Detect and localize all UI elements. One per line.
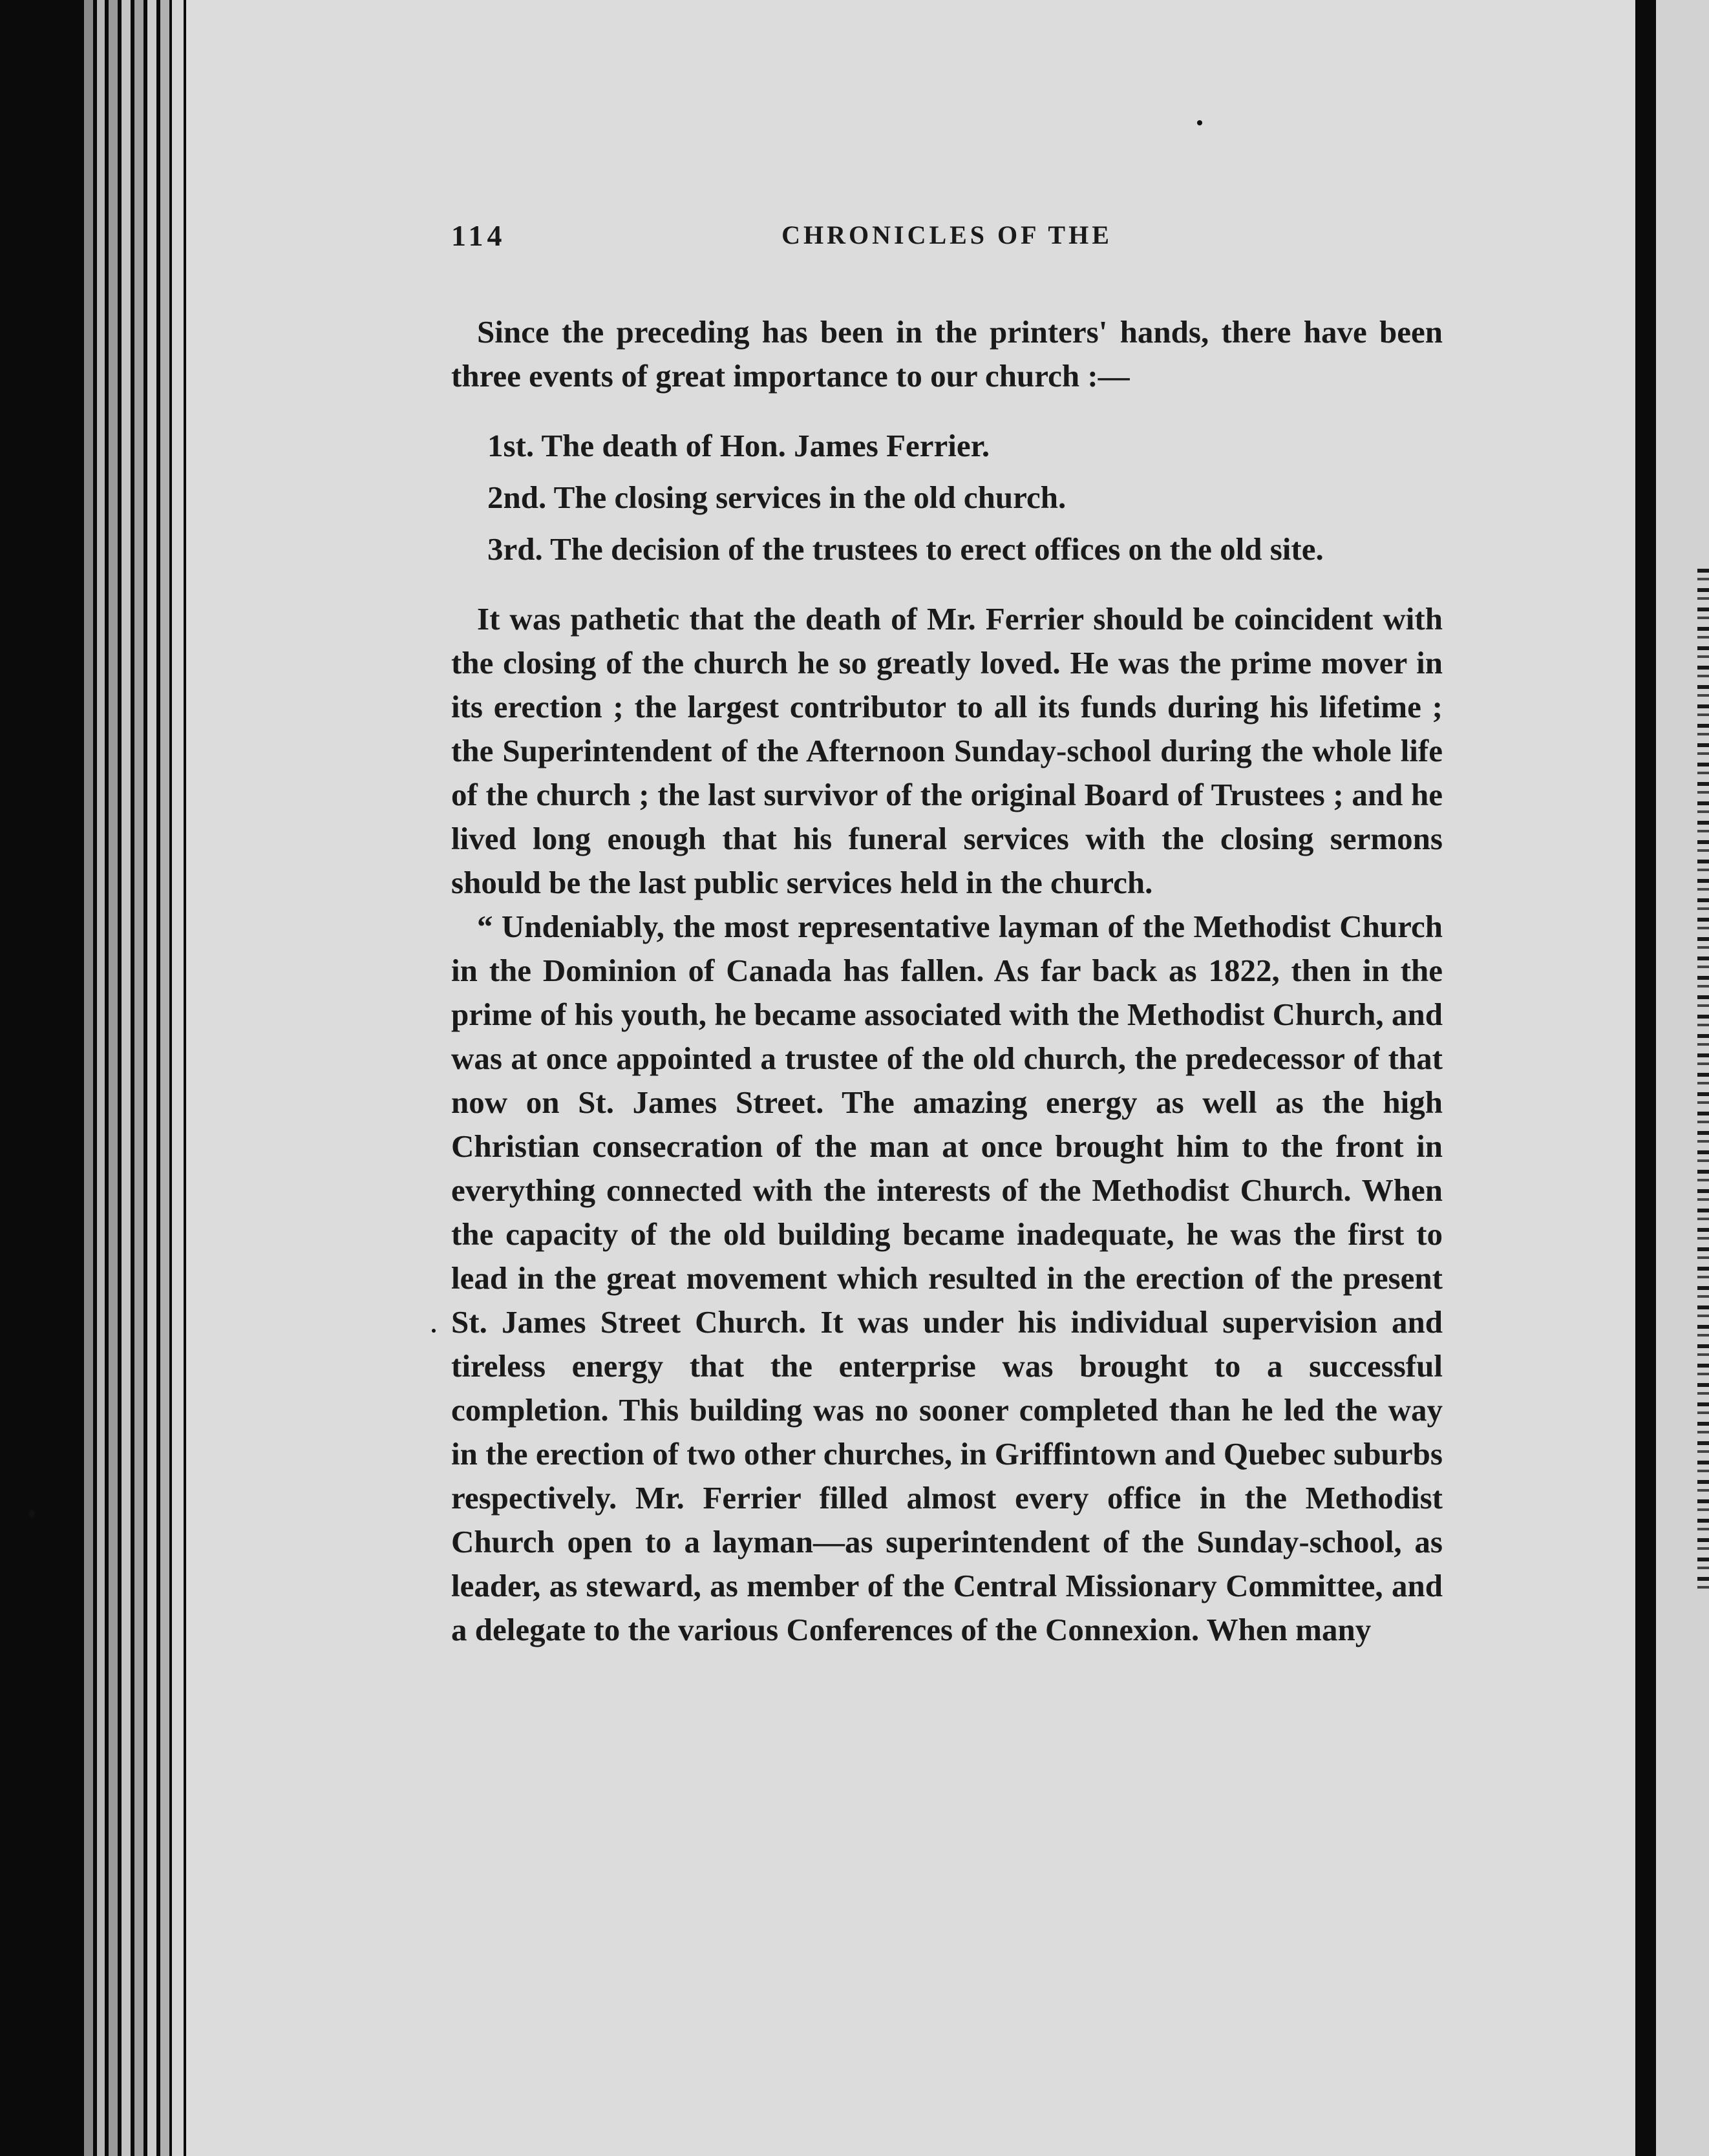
quotation-paragraph: “ Undeniably, the most representative layman of the Methodist Church in the Dominion of Canada has fallen. As far back as 1822, then in the prime of his youth, he became associated with the Methodist Church, and was at once appointed a trustee of the old church, the predecessor of that now on St. James Street. The amazing energy as well as the high Christian consecration of the man at once brought him to the front in everything connected with the interests of the Methodist Church. When the capacity of the old building became inadequate, he was the first to lead in the great movement which resulted in the erection of the present St. James Street Church. It was under his individual supervision and tireless energy that the enterprise was brought to a successful completion. This building was no sooner completed than he led the way in the erection of two other churches, in Griffintown and Quebec suburbs respectively. Mr. Ferrier filled almost every office in the Methodist Church open to a layman—as superintendent of the Sunday-school, as leader, as steward, as member of the Central Missionary Committee, and a delegate to the various Conferences of the Connexion. When many [451, 909, 1443, 1647]
event-item: 1st. The death of Hon. James Ferrier. [487, 428, 990, 463]
page-edge [122, 0, 131, 2156]
page-edge [109, 0, 118, 2156]
dust-speck [28, 1510, 35, 1517]
ferrier-paragraph: It was pathetic that the death of Mr. Ferrier should be coincident with the closing of the church he so greatly loved. He was the prime mover in its erection ; the largest contributor to all its funds during his lifetime ; the Superintendent of the Afternoon Sunday-school during the whole life of the church ; the last survivor of the original Board of Trustees ; and he lived long enough that his funeral services with the closing sermons should be the last public services held in the church. [451, 601, 1443, 900]
dust-speck [1197, 120, 1202, 125]
page-edge [84, 0, 93, 2156]
page-edge [134, 0, 143, 2156]
intro-paragraph: Since the preceding has been in the printers' hands, there have been three events of great importance to our church :— [451, 314, 1443, 394]
dust-speck [432, 1329, 436, 1333]
page-edge [160, 0, 169, 2156]
event-item: 3rd. The decision of the trustees to erect offices on the old site. [487, 531, 1324, 567]
page-edge [172, 0, 184, 2156]
page-number: 114 [451, 219, 506, 252]
page-body [451, 310, 1443, 1652]
event-item: 2nd. The closing services in the old church. [487, 480, 1067, 515]
running-head: CHRONICLES OF THE [781, 220, 1112, 249]
page-edge [147, 0, 156, 2156]
page-header [451, 218, 1443, 257]
facing-page-print-bleed [1697, 569, 1709, 1590]
page-edge [97, 0, 105, 2156]
